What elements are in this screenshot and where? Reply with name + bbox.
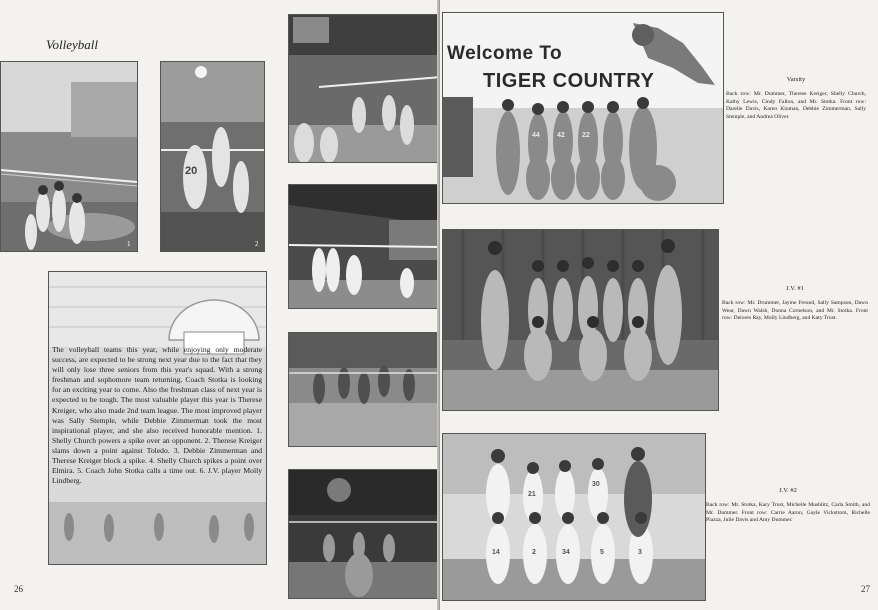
jersey-number: 3 [638, 549, 642, 556]
caption-jv2 [706, 487, 870, 525]
page-number-left: 26 [14, 584, 23, 594]
photo-game-action [288, 332, 440, 447]
jersey-number: 22 [582, 132, 590, 139]
caption-title-jv1: J.V. #1 [786, 285, 804, 292]
jersey-number: 20 [185, 165, 198, 177]
jersey-number: 44 [532, 132, 540, 139]
page-number-right: 27 [861, 584, 870, 594]
photo-spike-1 [0, 61, 138, 252]
jersey-number: 2 [532, 549, 536, 556]
photo-number-label: 2 [255, 240, 259, 248]
right-page [440, 0, 878, 610]
photo-spike-3 [288, 184, 440, 309]
section-title: Volleyball [46, 37, 98, 52]
caption-title-jv2: J.V. #2 [779, 487, 797, 494]
photo-varsity-team [442, 12, 724, 204]
story-text: The volleyball teams this year, while enjoying only moderate success, are expected to be strong next year due to the fact that they will only lose three seniors from this year's squad. With a strong freshman and sophomore team returning, Coach Stotka is looking for an exciting year to come. Also the freshman class of next year is expected to be tough. The most valuable player this year is Therese Kreiger, who also made 2nd team league. The most improved player was Sally Stemple, while Debbie Zimmerman took the most inspirational player, and she also received honorable mention. 1. Shelly Church powers a spike over an opponent. 2. Therese Kreiger slams down a point against Toledo. 3. Debbie Zimmerman and Therese Kreiger block a spike. 4. Shelly Church spikes a point over Elmira. 5. Coach John Stotka calls a time out. 6. J.V. player Molly Lindberg. [52, 345, 262, 486]
caption-varsity [726, 76, 866, 121]
caption-jv1 [722, 285, 868, 323]
jersey-number: 14 [492, 549, 500, 556]
jersey-number: 30 [592, 481, 600, 488]
caption-text-jv1: Back row: Mr. Drummer, Jayme Freund, Sally Sampson, Dawn Wear, Dawn Walsh, Donna Cornelson, and Mr. Stotka. Front row: Delores Ray, Molly Lindberg, and Katy Trust. [722, 300, 868, 322]
banner-tiger-country: TIGER COUNTRY [483, 70, 655, 92]
jersey-number: 34 [562, 549, 570, 556]
caption-title-varsity: Varsity [786, 76, 806, 83]
photo-team-block [288, 14, 440, 163]
banner-welcome: Welcome To [447, 43, 563, 64]
jersey-number: 5 [600, 549, 604, 556]
photo-jv1-team [442, 229, 719, 411]
photo-coach-timeout [288, 469, 440, 599]
jersey-number: 42 [557, 132, 565, 139]
caption-text-varsity: Back row: Mr. Dummer, Therese Kreiger, Shelly Church, Kathy Lewis, Cindy Fallon, and Mr. Stotka. Front row: Darelle Davis, Karen Kinman, Debbie Zimmerman, Sally Stemple, and Andrea Oliver. [726, 91, 866, 120]
jersey-number: 21 [528, 491, 536, 498]
caption-text-jv2: Back row: Mr. Stotka, Kary Trust, Michelle Mushlitz, Carla Smith, and Mr. Dummer. Front row: Carrie Aaron, Gayle Vickstrom, Richelle Piazza, Julie Davis and Amy Dummer. [706, 502, 870, 524]
photo-number-label: 1 [127, 240, 131, 248]
photo-spike-2 [160, 61, 265, 252]
photo-jv2-team [442, 433, 706, 601]
